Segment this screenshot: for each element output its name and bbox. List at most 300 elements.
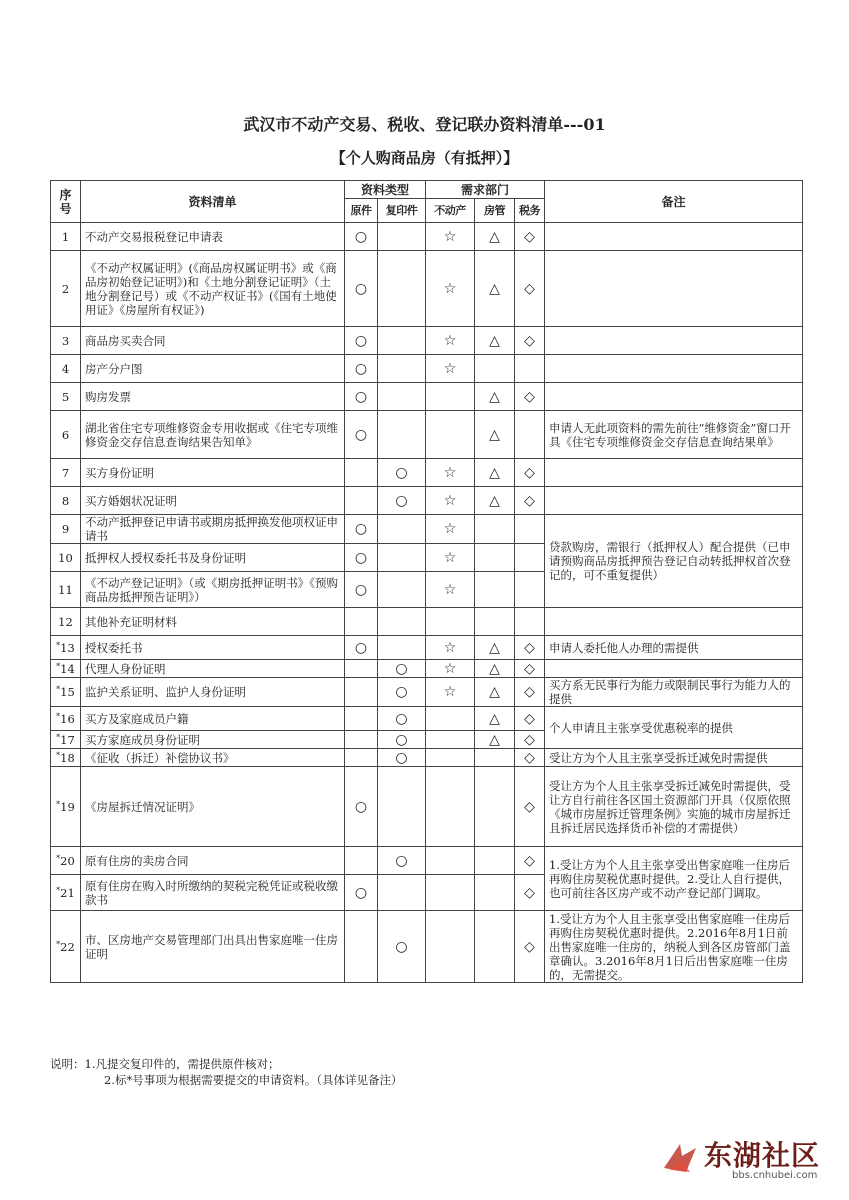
row-tax-mark — [515, 411, 545, 459]
row-copy-mark — [378, 487, 426, 515]
row-number — [51, 383, 81, 411]
row-realestate-mark-text: ☆ — [443, 228, 457, 245]
row-number — [51, 847, 81, 875]
row-tax-mark — [515, 660, 545, 678]
table-row — [51, 707, 803, 731]
row-note — [545, 355, 803, 383]
row-note — [545, 767, 803, 847]
row-realestate-mark — [426, 572, 475, 608]
row-item — [81, 327, 345, 355]
row-realestate-mark — [426, 767, 475, 847]
row-original-mark — [345, 911, 378, 983]
row-item-text: 买方婚姻状况证明 — [85, 493, 177, 508]
row-item — [81, 767, 345, 847]
row-original-mark-text: ○ — [354, 639, 368, 656]
row-realestate-mark-text: ☆ — [443, 360, 457, 377]
row-note — [545, 749, 803, 767]
row-note — [545, 459, 803, 487]
row-item — [81, 355, 345, 383]
row-number — [51, 636, 81, 660]
row-copy-mark — [378, 767, 426, 847]
row-original-mark — [345, 383, 378, 411]
table-row — [51, 251, 803, 327]
row-number — [51, 411, 81, 459]
row-original-mark-text: ○ — [354, 388, 368, 405]
row-copy-mark-text: ○ — [395, 710, 408, 727]
row-tax-mark — [515, 515, 545, 544]
row-housing-mark — [475, 327, 515, 355]
row-number — [51, 327, 81, 355]
row-number-text: 9 — [61, 522, 70, 536]
row-copy-mark — [378, 251, 426, 327]
row-tax-mark-text: ◇ — [524, 660, 535, 677]
row-original-mark — [345, 223, 378, 251]
row-tax-mark — [515, 223, 545, 251]
row-copy-mark-text: ○ — [395, 731, 408, 748]
row-tax-mark — [515, 544, 545, 572]
row-note-text: 申请人委托他人办理的需提供 — [549, 640, 699, 655]
row-housing-mark — [475, 223, 515, 251]
optional-star: * — [56, 685, 61, 694]
watermark — [660, 1132, 835, 1188]
table-row — [51, 383, 803, 411]
row-item-text: 授权委托书 — [85, 640, 143, 655]
row-housing-mark-text: △ — [489, 492, 500, 509]
row-tax-mark — [515, 383, 545, 411]
table-row — [51, 660, 803, 678]
row-tax-mark — [515, 707, 545, 731]
row-realestate-mark — [426, 487, 475, 515]
row-number — [51, 251, 81, 327]
row-number — [51, 678, 81, 707]
row-original-mark — [345, 411, 378, 459]
row-copy-mark — [378, 459, 426, 487]
header-original: 原件 — [345, 199, 378, 223]
optional-star: * — [56, 885, 61, 895]
row-tax-mark-text: ◇ — [524, 710, 535, 727]
row-original-mark — [345, 847, 378, 875]
row-item-text: 不动产交易报税登记申请表 — [85, 229, 223, 244]
row-note — [545, 911, 803, 983]
row-realestate-mark — [426, 749, 475, 767]
row-housing-mark-text: △ — [489, 710, 500, 727]
row-tax-mark — [515, 572, 545, 608]
row-original-mark-text: ○ — [354, 360, 368, 377]
row-copy-mark-text: ○ — [395, 464, 408, 481]
optional-star: * — [56, 799, 61, 809]
row-original-mark — [345, 459, 378, 487]
row-copy-mark-text: ○ — [395, 660, 408, 677]
row-note-text: 1.受让方为个人且主张享受出售家庭唯一住房后再购住房契税优惠时提供。2.受让人自行提供，也可前往各区房产或不动产登记部门调取。 — [549, 857, 791, 900]
row-housing-mark — [475, 411, 515, 459]
row-realestate-mark-text: ☆ — [443, 492, 457, 509]
row-item-text: 抵押权人授权委托书及身份证明 — [85, 550, 246, 565]
row-original-mark — [345, 660, 378, 678]
row-copy-mark — [378, 707, 426, 731]
row-item — [81, 608, 345, 636]
row-number-text: 4 — [61, 361, 70, 376]
row-realestate-mark — [426, 383, 475, 411]
row-original-mark-text: ○ — [354, 280, 368, 297]
row-tax-mark-text: ◇ — [524, 798, 535, 815]
row-copy-mark-text: ○ — [395, 852, 408, 869]
watermark-name: 东湖社区 — [704, 1139, 821, 1172]
row-original-mark-text: ○ — [354, 798, 368, 815]
row-realestate-mark — [426, 355, 475, 383]
row-item — [81, 411, 345, 459]
row-tax-mark-text: ◇ — [524, 228, 535, 245]
row-copy-mark — [378, 327, 426, 355]
row-housing-mark — [475, 767, 515, 847]
row-housing-mark — [475, 731, 515, 749]
row-realestate-mark — [426, 731, 475, 749]
row-original-mark — [345, 608, 378, 636]
row-number — [51, 572, 81, 608]
optional-star: * — [56, 939, 61, 949]
header-dept: 需求部门 — [426, 181, 545, 199]
table-row — [51, 459, 803, 487]
row-number — [51, 487, 81, 515]
row-item — [81, 749, 345, 767]
row-number — [51, 223, 81, 251]
table-row — [51, 515, 803, 544]
table-row — [51, 608, 803, 636]
header-seq: 序号 — [51, 181, 81, 223]
row-note-text: 受让方为个人且主张享受拆迁减免时需提供，受让方自行前往各区国土资源部门开具（仅原依照《城市房屋拆迁管理条例》实施的城市房屋拆迁且拆迁居民选择货币补偿的才需提供） — [549, 778, 791, 835]
row-number — [51, 660, 81, 678]
header-copy: 复印件 — [378, 199, 426, 223]
footnote-line-2: 2.标*号事项为根据需要提交的申请资料。（具体详见备注） — [104, 1073, 403, 1087]
row-tax-mark-text: ◇ — [524, 332, 535, 349]
row-housing-mark — [475, 678, 515, 707]
header-note: 备注 — [545, 181, 803, 223]
table-row — [51, 911, 803, 983]
row-number — [51, 544, 81, 572]
row-copy-mark — [378, 911, 426, 983]
row-housing-mark — [475, 515, 515, 544]
row-item — [81, 731, 345, 749]
row-number-text: 5 — [61, 389, 70, 404]
row-number — [51, 911, 81, 983]
row-item-text: 原有住房的卖房合同 — [85, 853, 189, 868]
row-tax-mark — [515, 355, 545, 383]
table-row — [51, 223, 803, 251]
row-number-text: 19 — [60, 799, 75, 814]
row-tax-mark — [515, 875, 545, 911]
row-tax-mark-text: ◇ — [524, 884, 535, 901]
row-copy-mark — [378, 731, 426, 749]
row-item-text: 不动产抵押登记申请书或期房抵押换发他项权证申请书 — [85, 515, 338, 543]
footnote-line-1: 说明：1.凡提交复印件的，需提供原件核对； — [50, 1057, 280, 1071]
row-original-mark-text: ○ — [354, 521, 368, 537]
row-copy-mark — [378, 636, 426, 660]
row-realestate-mark — [426, 707, 475, 731]
row-original-mark — [345, 572, 378, 608]
row-note — [545, 411, 803, 459]
row-item-text: 买方及家庭成员户籍 — [85, 711, 189, 726]
row-number-text: 6 — [61, 427, 70, 442]
row-number-text: 16 — [60, 711, 75, 726]
row-number-text: 10 — [58, 550, 73, 565]
row-copy-mark-text: ○ — [395, 749, 408, 766]
row-copy-mark — [378, 411, 426, 459]
row-item — [81, 572, 345, 608]
row-copy-mark — [378, 875, 426, 911]
row-item-text: 代理人身份证明 — [85, 661, 166, 676]
optional-star: * — [56, 711, 61, 721]
row-tax-mark-text: ◇ — [524, 639, 535, 656]
row-item-text: 购房发票 — [85, 389, 131, 404]
row-copy-mark — [378, 355, 426, 383]
row-number-text: 18 — [60, 750, 75, 765]
row-housing-mark-text: △ — [489, 332, 500, 349]
row-item — [81, 636, 345, 660]
row-realestate-mark-text: ☆ — [443, 464, 457, 481]
row-item-text: 《不动产权属证明》(《商品房权属证明书》或《商品房初始登记证明》)和《土地分割登记证明》（土地分割登记号）或《不动产权证书》(《国有土地使用证》《房屋所有权证》) — [85, 260, 337, 317]
row-number-text: 3 — [61, 333, 70, 348]
row-realestate-mark — [426, 636, 475, 660]
row-item-text: 其他补充证明材料 — [85, 614, 177, 629]
row-number — [51, 707, 81, 731]
row-tax-mark — [515, 847, 545, 875]
row-note-text: 申请人无此项资料的需先前往“维修资金”窗口开具《住宅专项维修资金交存信息查询结果单》 — [549, 420, 791, 449]
row-copy-mark — [378, 544, 426, 572]
row-housing-mark-text: △ — [489, 388, 500, 405]
row-item-text: 买方身份证明 — [85, 465, 154, 480]
row-original-mark — [345, 544, 378, 572]
row-housing-mark — [475, 660, 515, 678]
row-copy-mark — [378, 678, 426, 707]
table-row — [51, 767, 803, 847]
table-row — [51, 487, 803, 515]
header-tax: 税务 — [515, 199, 545, 223]
row-tax-mark — [515, 327, 545, 355]
header-list: 资料清单 — [81, 181, 345, 223]
document-subtitle: 【个人购商品房（有抵押）】 — [330, 149, 519, 167]
row-item-text: 买方家庭成员身份证明 — [85, 732, 200, 747]
row-original-mark — [345, 355, 378, 383]
row-original-mark — [345, 251, 378, 327]
row-copy-mark — [378, 847, 426, 875]
row-tax-mark-text: ◇ — [524, 388, 535, 405]
row-original-mark-text: ○ — [354, 332, 368, 349]
row-note — [545, 515, 803, 608]
row-tax-mark-text: ◇ — [524, 464, 535, 481]
row-tax-mark — [515, 678, 545, 707]
row-copy-mark-text: ○ — [395, 684, 408, 700]
row-note-text: 受让方为个人且主张享受拆迁减免时需提供 — [549, 750, 768, 765]
row-copy-mark-text: ○ — [395, 938, 408, 955]
row-housing-mark — [475, 487, 515, 515]
row-tax-mark-text: ◇ — [524, 938, 535, 955]
row-item — [81, 223, 345, 251]
row-tax-mark — [515, 636, 545, 660]
row-housing-mark-text: △ — [489, 464, 500, 481]
row-tax-mark-text: ◇ — [524, 492, 535, 509]
row-original-mark-text: ○ — [354, 549, 368, 566]
row-number-text: 14 — [60, 661, 75, 676]
row-tax-mark — [515, 911, 545, 983]
row-original-mark — [345, 636, 378, 660]
row-item — [81, 847, 345, 875]
row-tax-mark — [515, 749, 545, 767]
row-original-mark-text: ○ — [354, 426, 368, 443]
row-number — [51, 749, 81, 767]
optional-star: * — [56, 661, 61, 671]
row-copy-mark-text: ○ — [395, 492, 408, 509]
row-item — [81, 487, 345, 515]
row-note — [545, 383, 803, 411]
row-realestate-mark — [426, 544, 475, 572]
row-note-text: 贷款购房，需银行（抵押权人）配合提供（已申请预购商品房抵押预告登记自动转抵押权首次登记的，可不重复提供） — [549, 540, 791, 582]
row-tax-mark — [515, 487, 545, 515]
optional-star: * — [56, 853, 61, 863]
row-housing-mark — [475, 707, 515, 731]
row-number — [51, 767, 81, 847]
row-copy-mark — [378, 515, 426, 544]
row-realestate-mark-text: ☆ — [443, 549, 457, 566]
row-housing-mark-text: △ — [489, 660, 500, 677]
row-number — [51, 875, 81, 911]
row-realestate-mark-text: ☆ — [443, 581, 457, 598]
row-number-text: 13 — [60, 640, 75, 655]
table-row — [51, 636, 803, 660]
row-item — [81, 544, 345, 572]
row-number — [51, 355, 81, 383]
row-copy-mark — [378, 608, 426, 636]
row-tax-mark — [515, 767, 545, 847]
row-original-mark — [345, 767, 378, 847]
row-number-text: 22 — [60, 939, 75, 954]
row-copy-mark — [378, 223, 426, 251]
optional-star: * — [56, 640, 61, 650]
table-row — [51, 678, 803, 707]
row-realestate-mark — [426, 660, 475, 678]
row-realestate-mark — [426, 223, 475, 251]
materials-table — [50, 180, 803, 983]
row-note — [545, 487, 803, 515]
row-realestate-mark-text: ☆ — [443, 660, 457, 677]
row-copy-mark — [378, 660, 426, 678]
row-realestate-mark-text: ☆ — [443, 639, 457, 656]
row-original-mark — [345, 731, 378, 749]
row-item — [81, 515, 345, 544]
row-housing-mark-text: △ — [489, 684, 500, 700]
row-item — [81, 678, 345, 707]
row-note — [545, 707, 803, 749]
row-original-mark-text: ○ — [354, 884, 368, 901]
row-tax-mark-text: ◇ — [524, 684, 535, 700]
row-original-mark — [345, 707, 378, 731]
row-note — [545, 678, 803, 707]
row-number-text: 7 — [61, 465, 70, 480]
row-number — [51, 459, 81, 487]
row-original-mark — [345, 749, 378, 767]
row-number — [51, 515, 81, 544]
row-realestate-mark-text: ☆ — [443, 521, 457, 537]
row-copy-mark — [378, 572, 426, 608]
row-housing-mark-text: △ — [489, 280, 500, 297]
row-number — [51, 731, 81, 749]
row-realestate-mark — [426, 608, 475, 636]
row-item — [81, 911, 345, 983]
row-item — [81, 383, 345, 411]
row-number-text: 17 — [60, 732, 75, 747]
row-original-mark — [345, 515, 378, 544]
table-row — [51, 749, 803, 767]
optional-star: * — [56, 750, 61, 760]
row-number-text: 15 — [60, 685, 75, 699]
row-number-text: 2 — [61, 281, 70, 296]
row-housing-mark — [475, 847, 515, 875]
row-item — [81, 875, 345, 911]
row-tax-mark-text: ◇ — [524, 749, 535, 766]
row-note-text: 个人申请且主张享受优惠税率的提供 — [549, 720, 734, 735]
row-housing-mark-text: △ — [489, 639, 500, 656]
header-housing: 房管 — [475, 199, 515, 223]
row-housing-mark — [475, 459, 515, 487]
row-item-text: 商品房买卖合同 — [85, 333, 166, 348]
row-tax-mark — [515, 459, 545, 487]
row-housing-mark — [475, 875, 515, 911]
row-note-text: 买方系无民事行为能力或限制民事行为能力人的提供 — [549, 678, 791, 706]
row-original-mark — [345, 487, 378, 515]
row-number-text: 11 — [58, 582, 73, 597]
row-note — [545, 223, 803, 251]
row-realestate-mark — [426, 459, 475, 487]
row-note — [545, 327, 803, 355]
optional-star: * — [56, 732, 61, 742]
row-item — [81, 251, 345, 327]
row-number-text: 21 — [60, 885, 75, 900]
row-number — [51, 608, 81, 636]
row-number-text: 20 — [60, 853, 75, 868]
row-original-mark — [345, 327, 378, 355]
row-tax-mark — [515, 251, 545, 327]
watermark-url: bbs.cnhubei.com — [732, 1170, 818, 1181]
row-number-text: 12 — [58, 614, 73, 629]
row-note — [545, 251, 803, 327]
row-note — [545, 660, 803, 678]
row-housing-mark — [475, 749, 515, 767]
row-housing-mark — [475, 544, 515, 572]
row-item-text: 原有住房在购入时所缴纳的契税完税凭证或税收缴款书 — [85, 878, 338, 907]
row-item-text: 《不动产登记证明》（或《期房抵押证明书》《预购商品房抵押预告证明》） — [85, 575, 338, 604]
row-housing-mark-text: △ — [489, 228, 500, 245]
row-housing-mark — [475, 572, 515, 608]
table-row — [51, 411, 803, 459]
row-note-text: 1.受让方为个人且主张享受出售家庭唯一住房后再购住房契税优惠时提供。2.2016年8月1日前出售家庭唯一住房的，纳税人到各区房管部门盖章确认。3.2016年8月1日后出售家庭唯一住房的，无需提交。 — [549, 911, 791, 982]
table-row — [51, 355, 803, 383]
row-item-text: 《房屋拆迁情况证明》 — [85, 799, 200, 814]
document-title: 武汉市不动产交易、税收、登记联办资料清单---01 — [243, 115, 606, 134]
row-housing-mark — [475, 251, 515, 327]
row-housing-mark — [475, 383, 515, 411]
row-housing-mark-text: △ — [489, 731, 500, 748]
row-realestate-mark — [426, 411, 475, 459]
watermark-logo-icon — [660, 1138, 700, 1178]
footnotes — [50, 1056, 402, 1088]
row-item-text: 市、区房地产交易管理部门出具出售家庭唯一住房证明 — [85, 932, 338, 961]
row-housing-mark — [475, 911, 515, 983]
row-realestate-mark-text: ☆ — [443, 332, 457, 349]
row-item-text: 监护关系证明、监护人身份证明 — [85, 685, 246, 699]
row-copy-mark — [378, 749, 426, 767]
row-realestate-mark — [426, 327, 475, 355]
row-housing-mark — [475, 355, 515, 383]
row-tax-mark — [515, 731, 545, 749]
row-tax-mark — [515, 608, 545, 636]
